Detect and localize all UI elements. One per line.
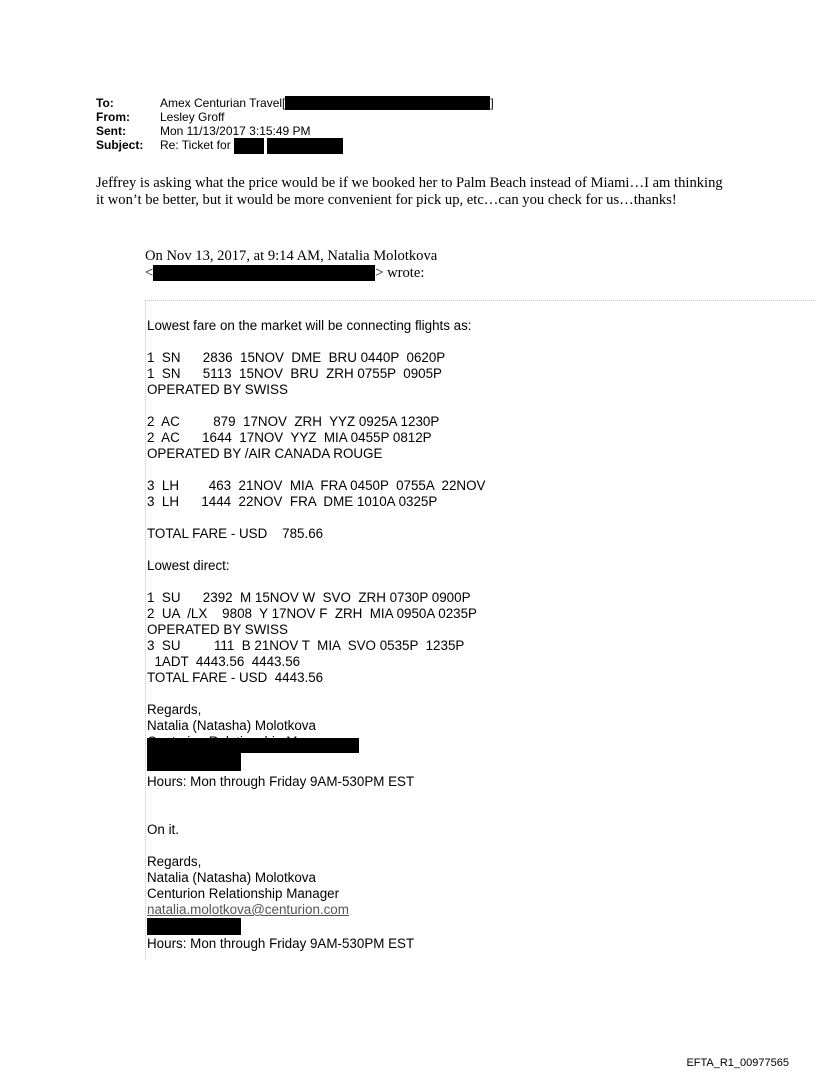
subject-row	[96, 138, 494, 154]
redaction-box	[285, 96, 490, 110]
flight-line: 1 SN 2836 15NOV DME BRU 0440P 0620P	[147, 350, 446, 365]
redaction-box	[234, 138, 264, 154]
reply-text: On it.	[147, 822, 179, 837]
sent-label: Sent:	[96, 124, 126, 138]
flight-line: 1 SU 2392 M 15NOV W SVO ZRH 0730P 0900P	[147, 590, 471, 605]
redaction-box	[267, 138, 343, 154]
operator-line: OPERATED BY SWISS	[147, 382, 288, 397]
to-value: Amex Centurian Travel[ ]	[160, 96, 494, 110]
redaction-box	[147, 753, 241, 771]
fare-breakdown: 1ADT 4443.56 4443.56	[147, 654, 301, 669]
signature-title: Centurion Relationship Manager	[147, 886, 340, 901]
quote-bar	[145, 300, 146, 960]
from-row	[96, 110, 494, 124]
document-id: EFTA_R1_00977565	[686, 1057, 789, 1069]
signature-name: Natalia (Natasha) Molotkova	[147, 718, 316, 733]
flight-line: 2 AC 879 17NOV ZRH YYZ 0925A 1230P	[147, 414, 440, 429]
redaction-box	[147, 738, 359, 753]
direct-label: Lowest direct:	[147, 558, 230, 573]
total-fare: TOTAL FARE - USD 785.66	[147, 526, 324, 541]
from-value: Lesley Groff	[160, 110, 225, 124]
email-header	[96, 96, 494, 154]
signature-hours: Hours: Mon through Friday 9AM-530PM EST	[147, 936, 415, 951]
subject-value: Re: Ticket for	[160, 138, 343, 154]
email-body: Jeffrey is asking what the price would be if we booked her to Palm Beach instead of Miami…I am thinking it won’t be better, but it would be more convenient for pick up, etc…can you check for us…thanks!	[96, 175, 723, 208]
quote-divider	[145, 300, 816, 301]
flight-line: 1 SN 5113 15NOV BRU ZRH 0755P 0905P	[147, 366, 442, 381]
total-fare: TOTAL FARE - USD 4443.56	[147, 670, 324, 685]
flight-line: 3 LH 1444 22NOV FRA DME 1010A 0325P	[147, 494, 438, 509]
to-row	[96, 96, 494, 110]
from-label: From:	[96, 110, 130, 124]
redaction-box	[147, 918, 241, 935]
signature-regards: Regards,	[147, 854, 202, 869]
flight-line: 2 AC 1644 17NOV YYZ MIA 0455P 0812P	[147, 430, 432, 445]
signature-title	[147, 734, 485, 750]
quote-intro-sender: < > wrote:	[145, 265, 425, 281]
flight-line: 3 SU 111 B 21NOV T MIA SVO 0535P 1235P	[147, 638, 465, 653]
flight-line: 3 LH 463 21NOV MIA FRA 0450P 0755A 22NOV	[147, 478, 486, 493]
email-link[interactable]: natalia.molotkova@centurion.com	[147, 902, 349, 917]
operator-line: OPERATED BY SWISS	[147, 622, 288, 637]
quote-intro-line: On Nov 13, 2017, at 9:14 AM, Natalia Molotkova	[145, 248, 438, 264]
signature-regards: Regards,	[147, 702, 202, 717]
signature-name: Natalia (Natasha) Molotkova	[147, 870, 316, 885]
quote-intro	[145, 248, 437, 282]
fare-intro: Lowest fare on the market will be connecting flights as:	[147, 318, 472, 333]
sent-row	[96, 124, 494, 138]
redaction-box	[153, 265, 375, 281]
signature-hours: Hours: Mon through Friday 9AM-530PM EST	[147, 774, 415, 789]
flight-line: 2 UA /LX 9808 Y 17NOV F ZRH MIA 0950A 0235P	[147, 606, 477, 621]
subject-label: Subject:	[96, 138, 144, 152]
operator-line: OPERATED BY /AIR CANADA ROUGE	[147, 446, 383, 461]
sent-value: Mon 11/13/2017 3:15:49 PM	[160, 124, 311, 138]
to-label: To:	[96, 96, 114, 110]
quoted-message	[147, 318, 485, 952]
